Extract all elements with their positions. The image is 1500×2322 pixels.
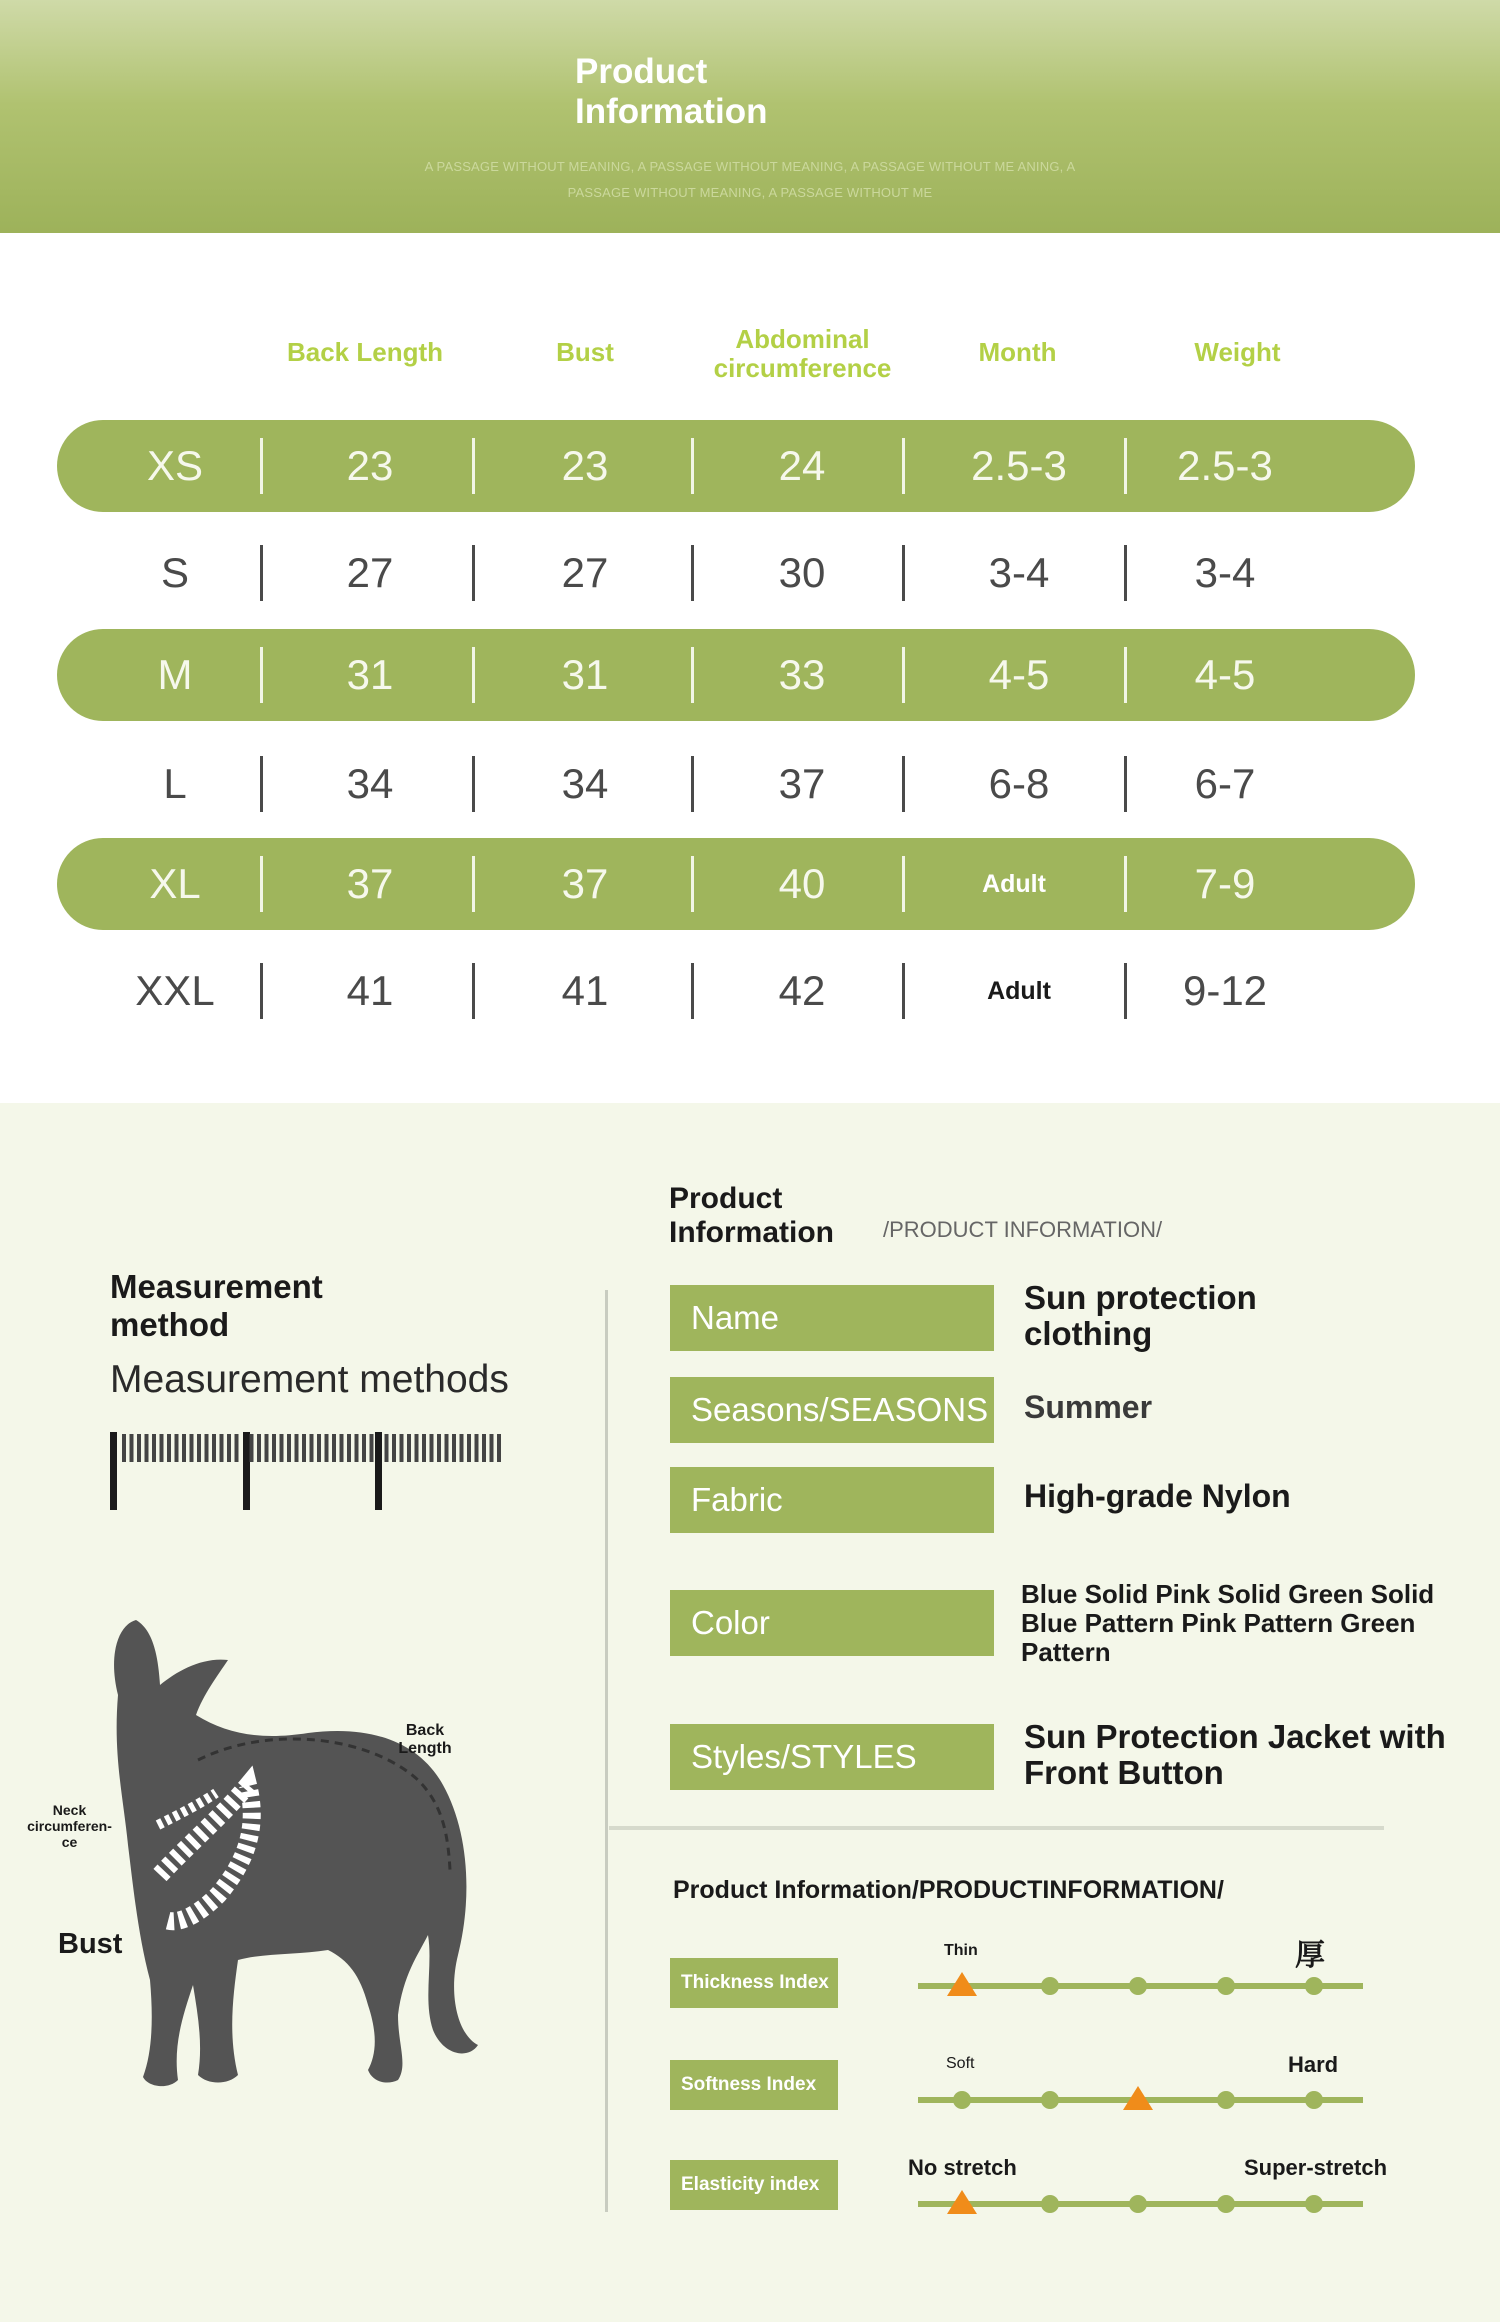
label-color: Color xyxy=(670,1590,994,1656)
cell-back-length: 34 xyxy=(346,760,394,807)
ruler-tick xyxy=(265,1434,269,1462)
table-row xyxy=(57,420,1415,512)
cell-bust: 41 xyxy=(561,967,609,1014)
scale-dot xyxy=(1041,2195,1059,2213)
cell-weight: 7-9 xyxy=(1194,860,1256,907)
scale-dot xyxy=(1129,2195,1147,2213)
scale-dot xyxy=(1217,2091,1235,2109)
ruler-tick xyxy=(422,1434,426,1462)
column-separator xyxy=(691,856,694,912)
ruler-tick xyxy=(145,1434,149,1462)
softness-index-label: Softness Index xyxy=(670,2060,838,2110)
scale-dot xyxy=(1305,2091,1323,2109)
header-bust: Bust xyxy=(556,337,614,367)
column-separator xyxy=(472,438,475,494)
ruler-tick xyxy=(227,1434,231,1462)
ruler-tick xyxy=(160,1434,164,1462)
ruler-tick xyxy=(475,1434,479,1462)
ruler-tick xyxy=(415,1434,419,1462)
cell-back-length: 27 xyxy=(346,549,394,596)
value-styles: Sun Protection Jacket with Front Button xyxy=(1024,1718,1446,1791)
cat-silhouette-icon xyxy=(98,1615,538,2095)
ruler-tick xyxy=(355,1434,359,1462)
cell-weight: 4-5 xyxy=(1194,651,1256,698)
indices-title: Product Information/PRODUCTINFORMATION/ xyxy=(673,1876,1224,1904)
cell-weight: 9-12 xyxy=(1182,967,1268,1014)
cell-abdominal: 42 xyxy=(778,967,826,1014)
column-separator xyxy=(902,647,905,703)
softness-min-label: Soft xyxy=(946,2055,975,2072)
column-separator xyxy=(691,545,694,601)
elasticity-max-label: Super-stretch xyxy=(1244,2155,1388,2180)
column-separator xyxy=(260,545,263,601)
ruler-tick xyxy=(460,1434,464,1462)
cell-abdominal: 30 xyxy=(778,549,826,596)
ruler-tick xyxy=(175,1434,179,1462)
cell-bust: 23 xyxy=(561,442,609,489)
size-label: XS xyxy=(146,442,204,489)
scale-dot xyxy=(953,2091,971,2109)
column-separator xyxy=(260,756,263,812)
value-color: Blue Solid Pink Solid Green Solid Blue Pattern Pink Pattern Green Pattern xyxy=(1021,1579,1435,1667)
column-separator xyxy=(260,856,263,912)
table-row xyxy=(57,945,1415,1037)
size-label: XXL xyxy=(135,967,215,1014)
product-info-title: Product Information xyxy=(669,1182,834,1249)
ruler-tick xyxy=(295,1434,299,1462)
column-separator xyxy=(472,545,475,601)
header-month: Month xyxy=(978,337,1057,367)
column-separator xyxy=(260,438,263,494)
cell-abdominal: 24 xyxy=(778,442,826,489)
elasticity-scale xyxy=(918,2184,1363,2224)
cell-weight: 3-4 xyxy=(1194,549,1256,596)
cell-bust: 27 xyxy=(561,549,609,596)
ruler-tick xyxy=(497,1434,501,1462)
banner-subtitle: A PASSAGE WITHOUT MEANING, A PASSAGE WITHOUT MEANING, A PASSAGE WITHOUT ME ANING, A PASSAGE WITHOUT MEANING, A PASSAGE WITHOUT ME xyxy=(424,159,1076,200)
column-separator xyxy=(902,756,905,812)
cell-back-length: 41 xyxy=(346,967,394,1014)
scale-dot xyxy=(1305,1977,1323,1995)
column-separator xyxy=(260,963,263,1019)
ruler-tick xyxy=(445,1434,449,1462)
column-separator xyxy=(691,756,694,812)
cell-bust: 37 xyxy=(561,860,609,907)
cell-month: 6-8 xyxy=(988,760,1050,807)
cell-bust: 31 xyxy=(561,651,609,698)
thickness-index-label: Thickness Index xyxy=(670,1958,838,2008)
ruler-tick xyxy=(122,1434,126,1462)
size-label: XL xyxy=(149,860,201,907)
cell-month: 2.5-3 xyxy=(971,442,1067,489)
column-separator xyxy=(902,545,905,601)
scale-dot xyxy=(1041,1977,1059,1995)
thickness-min-label: Thin xyxy=(944,1942,978,1959)
ruler-tick xyxy=(272,1434,276,1462)
bust-label: Bust xyxy=(58,1928,123,1960)
column-separator xyxy=(1124,756,1127,812)
neck-circumference-label: Neck circumferen- ce xyxy=(27,1802,112,1850)
ruler-tick xyxy=(182,1434,186,1462)
table-row xyxy=(57,629,1415,721)
header-weight: Weight xyxy=(1194,337,1281,367)
product-info-subtitle: /PRODUCT INFORMATION/ xyxy=(883,1217,1163,1242)
table-row xyxy=(57,838,1415,930)
ruler-tick xyxy=(392,1434,396,1462)
column-separator xyxy=(902,963,905,1019)
size-label: L xyxy=(163,760,187,807)
value-seasons: Summer xyxy=(1024,1389,1153,1425)
scale-dot xyxy=(1129,1977,1147,1995)
ruler-tick xyxy=(212,1434,216,1462)
ruler-tick xyxy=(310,1434,314,1462)
ruler-tick xyxy=(332,1434,336,1462)
ruler-tick xyxy=(437,1434,441,1462)
thickness-max-label: 厚 xyxy=(1295,1939,1325,1972)
column-separator xyxy=(472,756,475,812)
label-seasons: Seasons/SEASONS xyxy=(670,1377,994,1443)
ruler-tick xyxy=(287,1434,291,1462)
column-separator xyxy=(1124,545,1127,601)
ruler-tick xyxy=(452,1434,456,1462)
cell-abdominal: 40 xyxy=(778,860,826,907)
column-separator xyxy=(1124,438,1127,494)
ruler-tick xyxy=(340,1434,344,1462)
ruler-tick xyxy=(407,1434,411,1462)
label-styles: Styles/STYLES xyxy=(670,1724,994,1790)
elasticity-index-label: Elasticity index xyxy=(670,2160,838,2210)
scale-dot xyxy=(1041,2091,1059,2109)
cell-back-length: 23 xyxy=(346,442,394,489)
column-separator xyxy=(1124,963,1127,1019)
cell-back-length: 31 xyxy=(346,651,394,698)
ruler-tick xyxy=(250,1434,254,1462)
table-row xyxy=(57,738,1415,830)
size-label: S xyxy=(160,549,189,596)
label-fabric: Fabric xyxy=(670,1467,994,1533)
measurement-title: Measurement method xyxy=(110,1268,323,1343)
header-abdominal: Abdominal circumference xyxy=(713,324,892,383)
value-fabric: High-grade Nylon xyxy=(1024,1478,1291,1514)
table-row xyxy=(57,527,1415,619)
cell-weight: 6-7 xyxy=(1194,760,1256,807)
scale-dot xyxy=(1217,2195,1235,2213)
column-separator xyxy=(472,856,475,912)
cell-month: Adult xyxy=(982,870,1046,898)
ruler-tick xyxy=(190,1434,194,1462)
column-separator xyxy=(260,647,263,703)
column-separator xyxy=(902,438,905,494)
cell-abdominal: 37 xyxy=(778,760,826,807)
ruler-tick xyxy=(362,1434,366,1462)
ruler-tick xyxy=(167,1434,171,1462)
ruler-tick xyxy=(400,1434,404,1462)
ruler-tick xyxy=(325,1434,329,1462)
softness-scale xyxy=(918,2080,1363,2120)
ruler-tick xyxy=(220,1434,224,1462)
column-separator xyxy=(1124,856,1127,912)
cell-month: 3-4 xyxy=(988,549,1050,596)
cell-month: 4-5 xyxy=(988,651,1050,698)
label-name: Name xyxy=(670,1285,994,1351)
thickness-scale xyxy=(918,1966,1363,2006)
ruler-tick xyxy=(467,1434,471,1462)
column-separator xyxy=(691,438,694,494)
ruler-tick xyxy=(482,1434,486,1462)
scale-dot xyxy=(1305,2195,1323,2213)
column-separator xyxy=(902,856,905,912)
ruler-tick xyxy=(280,1434,284,1462)
ruler-tick xyxy=(385,1434,389,1462)
banner-title: Product Information xyxy=(575,52,768,131)
ruler-tick xyxy=(257,1434,261,1462)
header-back-length: Back Length xyxy=(286,337,444,367)
cell-weight: 2.5-3 xyxy=(1177,442,1273,489)
ruler-tick xyxy=(152,1434,156,1462)
ruler-tick xyxy=(197,1434,201,1462)
measurement-subtitle: Measurement methods xyxy=(110,1358,509,1401)
elasticity-min-label: No stretch xyxy=(908,2155,1017,2180)
ruler-tick xyxy=(490,1434,494,1462)
ruler-icon xyxy=(110,1432,504,1510)
ruler-tick xyxy=(205,1434,209,1462)
column-separator xyxy=(691,963,694,1019)
value-name: Sun protection clothing xyxy=(1024,1279,1257,1352)
cell-abdominal: 33 xyxy=(778,651,826,698)
scale-dot xyxy=(1217,1977,1235,1995)
softness-max-label: Hard xyxy=(1288,2052,1339,2077)
cell-month: Adult xyxy=(987,977,1051,1005)
ruler-tick xyxy=(302,1434,306,1462)
column-separator xyxy=(691,647,694,703)
ruler-tick xyxy=(347,1434,351,1462)
column-separator xyxy=(472,647,475,703)
ruler-tick xyxy=(370,1434,374,1462)
ruler-tick xyxy=(235,1434,239,1462)
column-separator xyxy=(1124,647,1127,703)
cell-bust: 34 xyxy=(561,760,609,807)
vertical-divider xyxy=(605,1290,608,2212)
column-separator xyxy=(472,963,475,1019)
ruler-tick xyxy=(430,1434,434,1462)
cell-back-length: 37 xyxy=(346,860,394,907)
ruler-tick xyxy=(317,1434,321,1462)
ruler-tick xyxy=(130,1434,134,1462)
horizontal-divider xyxy=(609,1826,1384,1830)
back-length-label: Back Length xyxy=(398,1722,452,1757)
ruler-tick xyxy=(137,1434,141,1462)
size-label: M xyxy=(157,651,193,698)
